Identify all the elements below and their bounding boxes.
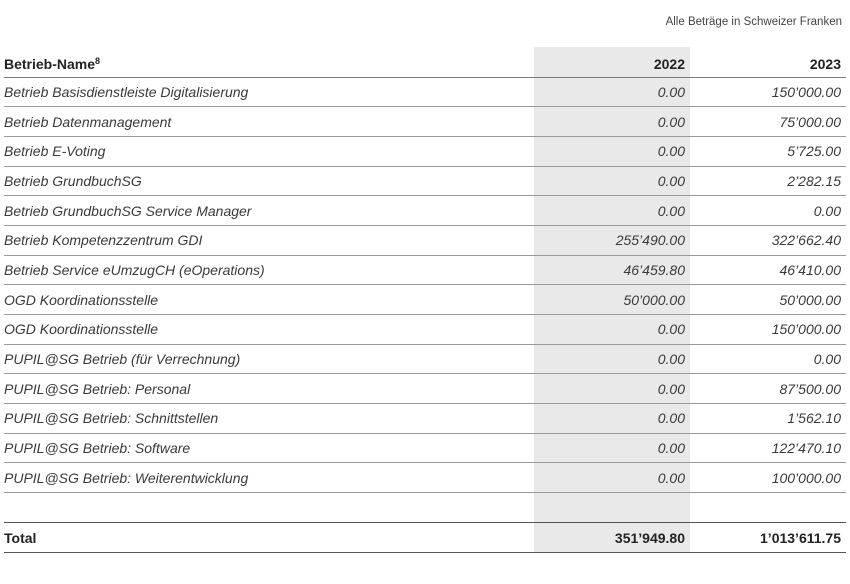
table-row xyxy=(4,166,846,196)
costs-table xyxy=(4,47,846,553)
row-name: PUPIL@SG Betrieb: Personal xyxy=(4,374,534,404)
row-value-2022: 0.00 xyxy=(534,196,690,226)
row-value-2022: 0.00 xyxy=(534,404,690,434)
row-value-2022: 0.00 xyxy=(534,433,690,463)
row-value-2023: 1’562.10 xyxy=(690,404,846,434)
row-value-2023: 100’000.00 xyxy=(690,463,846,493)
table-row xyxy=(4,196,846,226)
row-name: Betrieb Service eUmzugCH (eOperations) xyxy=(4,255,534,285)
header-name-label: Betrieb-Name xyxy=(4,55,96,72)
table-row xyxy=(4,225,846,255)
total-value-2023: 1’013’611.75 xyxy=(690,523,846,553)
spacer-cell xyxy=(4,493,534,523)
row-value-2023: 50’000.00 xyxy=(690,285,846,315)
table-row xyxy=(4,107,846,137)
row-value-2023: 0.00 xyxy=(690,196,846,226)
header-name xyxy=(4,47,534,77)
row-value-2022: 0.00 xyxy=(534,166,690,196)
row-name: Betrieb E-Voting xyxy=(4,136,534,166)
row-name: OGD Koordinationsstelle xyxy=(4,285,534,315)
row-value-2023: 46’410.00 xyxy=(690,255,846,285)
row-value-2022: 46’459.80 xyxy=(534,255,690,285)
row-value-2022: 0.00 xyxy=(534,107,690,137)
table-row xyxy=(4,136,846,166)
row-value-2022: 0.00 xyxy=(534,315,690,345)
table-row xyxy=(4,463,846,493)
table-row xyxy=(4,344,846,374)
row-value-2023: 150’000.00 xyxy=(690,77,846,107)
row-value-2023: 2’282.15 xyxy=(690,166,846,196)
row-name: Betrieb GrundbuchSG Service Manager xyxy=(4,196,534,226)
row-value-2023: 122’470.10 xyxy=(690,433,846,463)
row-value-2022: 50’000.00 xyxy=(534,285,690,315)
row-name: Betrieb Kompetenzzentrum GDI xyxy=(4,225,534,255)
header-year-2023: 2023 xyxy=(690,47,846,77)
row-value-2022: 0.00 xyxy=(534,344,690,374)
table-row xyxy=(4,374,846,404)
spacer-cell xyxy=(534,493,690,523)
table-row xyxy=(4,77,846,107)
row-name: PUPIL@SG Betrieb: Software xyxy=(4,433,534,463)
table-row xyxy=(4,315,846,345)
spacer-cell xyxy=(690,493,846,523)
row-value-2022: 0.00 xyxy=(534,136,690,166)
currency-note: Alle Beträge in Schweizer Franken xyxy=(665,16,842,28)
row-value-2022: 255’490.00 xyxy=(534,225,690,255)
row-name: PUPIL@SG Betrieb (für Verrechnung) xyxy=(4,344,534,374)
row-name: Betrieb Basisdienstleiste Digitalisierung xyxy=(4,77,534,107)
row-value-2023: 75’000.00 xyxy=(690,107,846,137)
row-value-2023: 322’662.40 xyxy=(690,225,846,255)
row-value-2023: 5’725.00 xyxy=(690,136,846,166)
total-value-2022: 351’949.80 xyxy=(534,523,690,553)
row-value-2023: 150’000.00 xyxy=(690,315,846,345)
row-value-2023: 0.00 xyxy=(690,344,846,374)
footnote-marker: 8 xyxy=(95,55,101,66)
row-name: Betrieb Datenmanagement xyxy=(4,107,534,137)
table-row xyxy=(4,255,846,285)
row-value-2022: 0.00 xyxy=(534,463,690,493)
total-label: Total xyxy=(4,523,534,553)
row-name: PUPIL@SG Betrieb: Schnittstellen xyxy=(4,404,534,434)
row-value-2023: 87’500.00 xyxy=(690,374,846,404)
row-name: PUPIL@SG Betrieb: Weiterentwicklung xyxy=(4,463,534,493)
table-row xyxy=(4,285,846,315)
row-name: Betrieb GrundbuchSG xyxy=(4,166,534,196)
table-header-row xyxy=(4,47,846,77)
row-value-2022: 0.00 xyxy=(534,374,690,404)
row-value-2022: 0.00 xyxy=(534,77,690,107)
table-row xyxy=(4,433,846,463)
total-row xyxy=(4,523,846,553)
row-name: OGD Koordinationsstelle xyxy=(4,315,534,345)
table-row xyxy=(4,404,846,434)
spacer-row xyxy=(4,493,846,523)
header-year-2022: 2022 xyxy=(534,47,690,77)
